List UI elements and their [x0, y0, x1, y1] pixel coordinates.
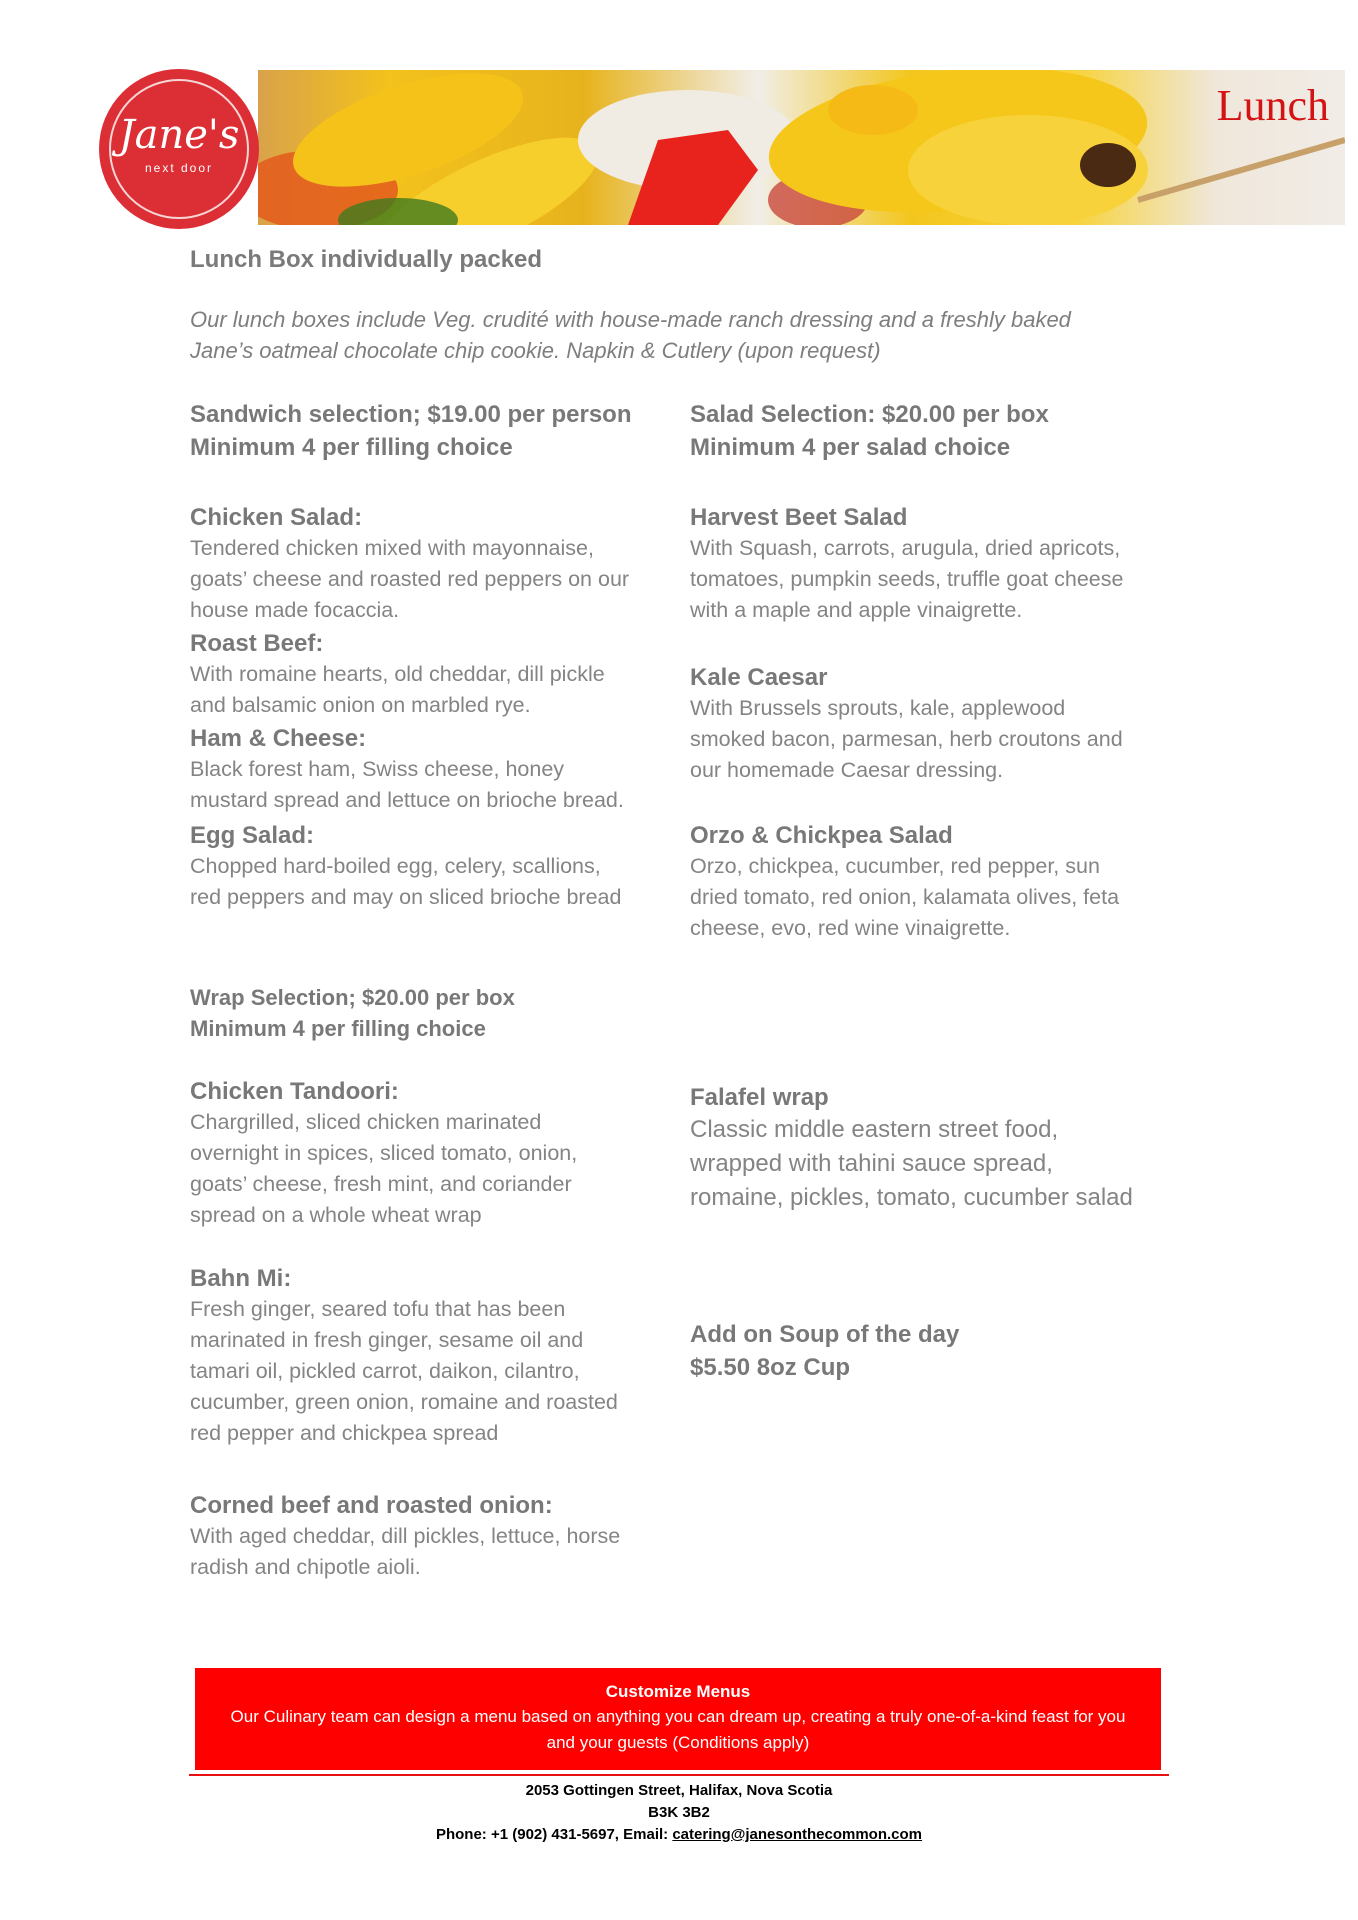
- item-title: Corned beef and roasted onion:: [190, 1492, 553, 1519]
- sandwich-minimum: Minimum 4 per filling choice: [190, 434, 513, 461]
- item-desc-line: Orzo, chickpea, cucumber, red pepper, sun: [690, 854, 1100, 878]
- salad-section: [690, 398, 1170, 464]
- item-title: Chicken Tandoori:: [190, 1078, 399, 1105]
- janes-logo: [99, 69, 259, 229]
- item-desc-line: Chargrilled, sliced chicken marinated: [190, 1110, 542, 1134]
- footer-contact: [189, 1780, 1169, 1846]
- item-desc-line: with a maple and apple vinaigrette.: [690, 598, 1023, 622]
- soup-title: Add on Soup of the day: [690, 1321, 960, 1348]
- item-desc-line: our homemade Caesar dressing.: [690, 758, 1004, 782]
- intro-line: Our lunch boxes include Veg. crudité with house-made ranch dressing and a freshly baked: [190, 307, 1071, 332]
- salad-item: [690, 820, 1170, 944]
- customize-title: Customize Menus: [605, 1682, 751, 1701]
- item-title: Orzo & Chickpea Salad: [690, 822, 953, 849]
- item-desc-line: With aged cheddar, dill pickles, lettuce, horse: [190, 1524, 621, 1548]
- phone-label: Phone: +1 (902) 431-5697, Email:: [435, 1826, 673, 1843]
- item-desc-line: red pepper and chickpea spread: [190, 1421, 499, 1445]
- item-desc-line: Classic middle eastern street food,: [690, 1116, 1059, 1143]
- banner-title: Lunch: [1216, 81, 1329, 130]
- item-title: Ham & Cheese:: [190, 725, 367, 752]
- footer-divider: [189, 1774, 1169, 1776]
- sandwich-item: [190, 502, 670, 626]
- sandwich-item: [190, 628, 670, 721]
- wrap-minimum: Minimum 4 per filling choice: [190, 1016, 486, 1041]
- item-title: Roast Beef:: [190, 630, 324, 657]
- salad-heading: Salad Selection: $20.00 per box: [690, 401, 1049, 428]
- item-desc-line: goats’ cheese, fresh mint, and coriander: [190, 1172, 572, 1196]
- item-desc-line: and balsamic onion on marbled rye.: [190, 693, 531, 717]
- sandwich-item: [190, 723, 670, 816]
- salad-item: [690, 662, 1170, 786]
- postal-code: B3K 3B2: [648, 1804, 710, 1821]
- item-desc-line: house made focaccia.: [190, 598, 400, 622]
- item-desc-line: cheese, evo, red wine vinaigrette.: [690, 916, 1011, 940]
- item-title: Egg Salad:: [190, 822, 315, 849]
- lunch-box-intro: [190, 304, 1150, 366]
- logo-wordmark: Jane's: [118, 112, 240, 158]
- item-desc-line: smoked bacon, parmesan, herb croutons and: [690, 727, 1123, 751]
- soup-addon: [690, 1318, 1170, 1384]
- item-title: Falafel wrap: [690, 1084, 829, 1111]
- wrap-item: [190, 1490, 670, 1583]
- item-desc-line: romaine, pickles, tomato, cucumber salad: [690, 1184, 1133, 1211]
- wrap-item: [190, 1263, 670, 1449]
- soup-price: $5.50 8oz Cup: [690, 1354, 851, 1381]
- wrap-heading: Wrap Selection; $20.00 per box: [190, 985, 515, 1010]
- item-desc-line: Tendered chicken mixed with mayonnaise,: [190, 536, 594, 560]
- item-title: Bahn Mi:: [190, 1265, 292, 1292]
- item-desc-line: wrapped with tahini sauce spread,: [690, 1150, 1053, 1177]
- item-title: Kale Caesar: [690, 664, 828, 691]
- address-line: 2053 Gottingen Street, Halifax, Nova Scotia: [525, 1782, 833, 1799]
- item-desc-line: mustard spread and lettuce on brioche bread.: [190, 788, 624, 812]
- sandwich-section: [190, 398, 670, 464]
- sandwich-item: [190, 820, 670, 913]
- food-photo-illustration: [258, 70, 1345, 225]
- item-desc-line: marinated in fresh ginger, sesame oil and: [190, 1328, 584, 1352]
- item-desc-line: goats’ cheese and roasted red peppers on our: [190, 567, 630, 591]
- wrap-section: [190, 982, 670, 1044]
- falafel-wrap-item: [690, 1082, 1170, 1215]
- item-desc-line: overnight in spices, sliced tomato, onion,: [190, 1141, 578, 1165]
- item-desc-line: dried tomato, red onion, kalamata olives, feta: [690, 885, 1120, 909]
- item-desc-line: With Brussels sprouts, kale, applewood: [690, 696, 1066, 720]
- item-desc-line: With Squash, carrots, arugula, dried apricots,: [690, 536, 1121, 560]
- sandwich-heading: Sandwich selection; $19.00 per person: [190, 401, 632, 428]
- item-desc-line: tomatoes, pumpkin seeds, truffle goat cheese: [690, 567, 1124, 591]
- logo-tagline: next door: [144, 161, 214, 175]
- item-desc-line: tamari oil, pickled carrot, daikon, cilantro,: [190, 1359, 580, 1383]
- item-title: Harvest Beet Salad: [690, 504, 908, 531]
- customize-body: Our Culinary team can design a menu based on anything you can dream up, creating a truly one-of-a-kind feast for you and your guests (Conditions apply): [230, 1707, 1126, 1752]
- salad-minimum: Minimum 4 per salad choice: [690, 434, 1011, 461]
- contact-line: [189, 1824, 1169, 1846]
- lunch-box-heading: Lunch Box individually packed: [190, 246, 543, 273]
- item-desc-line: radish and chipotle aioli.: [190, 1555, 421, 1579]
- email-link[interactable]: catering@janesonthecommon.com: [672, 1826, 923, 1843]
- item-desc-line: cucumber, green onion, romaine and roasted: [190, 1390, 618, 1414]
- intro-line: Jane’s oatmeal chocolate chip cookie. Napkin & Cutlery (upon request): [190, 338, 881, 363]
- item-desc-line: Chopped hard-boiled egg, celery, scallions,: [190, 854, 601, 878]
- wrap-item: [190, 1076, 670, 1231]
- customize-menus-box: [195, 1668, 1161, 1770]
- header-banner-image: [258, 70, 1345, 225]
- salad-item: [690, 502, 1170, 626]
- item-desc-line: spread on a whole wheat wrap: [190, 1203, 482, 1227]
- item-desc-line: Black forest ham, Swiss cheese, honey: [190, 757, 565, 781]
- item-desc-line: Fresh ginger, seared tofu that has been: [190, 1297, 566, 1321]
- item-title: Chicken Salad:: [190, 504, 363, 531]
- item-desc-line: red peppers and may on sliced brioche bread: [190, 885, 622, 909]
- item-desc-line: With romaine hearts, old cheddar, dill pickle: [190, 662, 605, 686]
